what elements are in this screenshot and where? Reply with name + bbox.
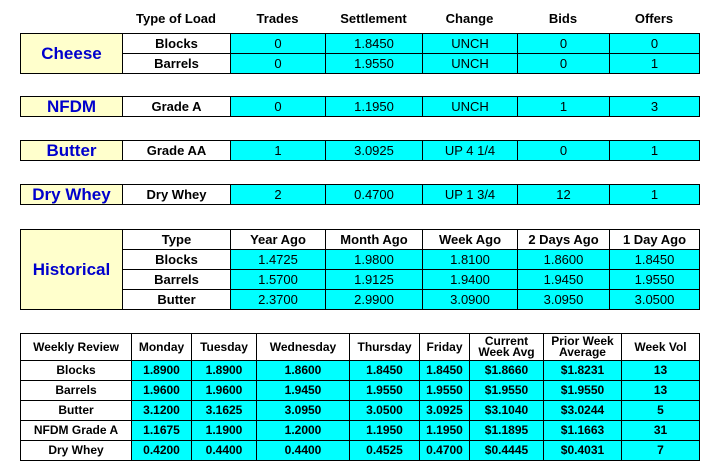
value-cell: $1.9550 — [470, 381, 544, 401]
table-row — [21, 141, 700, 161]
table-row — [21, 334, 700, 361]
value-cell: 13 — [622, 361, 700, 381]
value-cell: 3.0950 — [257, 401, 350, 421]
type-cell: Blocks — [123, 34, 231, 54]
value-cell: $1.1663 — [544, 421, 622, 441]
value-cell: 3.0900 — [423, 290, 518, 310]
value-cell: 1.9450 — [518, 270, 610, 290]
hist-header-2-days-ago: 2 Days Ago — [518, 230, 610, 250]
row-label: Blocks — [21, 361, 132, 381]
type-cell: Grade AA — [123, 141, 231, 161]
offers-cell: 1 — [610, 141, 700, 161]
table-row — [21, 250, 700, 270]
value-cell: 1.4725 — [231, 250, 326, 270]
cheese-table — [20, 33, 700, 74]
value-cell: 3.0925 — [420, 401, 470, 421]
value-cell: 1.5700 — [231, 270, 326, 290]
value-cell: 1.9550 — [420, 381, 470, 401]
value-cell: 1.8450 — [610, 250, 700, 270]
value-cell: 13 — [622, 381, 700, 401]
value-cell: $1.8660 — [470, 361, 544, 381]
value-cell: 1.1950 — [420, 421, 470, 441]
change-cell: UNCH — [423, 54, 518, 74]
bids-cell: 1 — [518, 97, 610, 117]
weekly-header-current-week-avg: Current Week Avg — [470, 334, 544, 361]
value-cell: 1.9600 — [192, 381, 257, 401]
bids-cell: 0 — [518, 34, 610, 54]
type-cell: Blocks — [123, 250, 231, 270]
bids-cell: 12 — [518, 185, 610, 205]
trades-cell: 0 — [231, 34, 326, 54]
weekly-header-label: Weekly Review — [21, 334, 132, 361]
nfdm-table — [20, 96, 700, 117]
value-cell: 31 — [622, 421, 700, 441]
value-cell: 0.4525 — [350, 441, 420, 461]
value-cell: 2.9900 — [326, 290, 423, 310]
weekly-header-week-vol: Week Vol — [622, 334, 700, 361]
table-row — [21, 230, 700, 250]
value-cell: 3.0950 — [518, 290, 610, 310]
settlement-cell: 1.8450 — [326, 34, 423, 54]
row-label: Barrels — [21, 381, 132, 401]
weekly-header-prior-week-average: Prior Week Average — [544, 334, 622, 361]
weekly-header-monday: Monday — [132, 334, 192, 361]
trades-cell: 0 — [231, 97, 326, 117]
weekly-review-table — [20, 333, 700, 461]
table-row — [21, 290, 700, 310]
hist-header-week-ago: Week Ago — [423, 230, 518, 250]
historical-label: Historical — [21, 230, 123, 310]
value-cell: 1.8900 — [132, 361, 192, 381]
header-trades: Trades — [256, 11, 299, 26]
value-cell: 2.3700 — [231, 290, 326, 310]
value-cell: $0.4031 — [544, 441, 622, 461]
row-label: Dry Whey — [21, 441, 132, 461]
type-cell: Barrels — [123, 54, 231, 74]
weekly-header-friday: Friday — [420, 334, 470, 361]
butter-label: Butter — [21, 141, 123, 161]
table-row — [21, 97, 700, 117]
change-cell: UP 4 1/4 — [423, 141, 518, 161]
drywhey-table — [20, 184, 700, 205]
offers-cell: 3 — [610, 97, 700, 117]
cheese-label: Cheese — [21, 34, 123, 74]
value-cell: 1.1950 — [350, 421, 420, 441]
value-cell: 1.8600 — [518, 250, 610, 270]
value-cell: 0.4400 — [257, 441, 350, 461]
header-change: Change — [445, 11, 494, 26]
bids-cell: 0 — [518, 141, 610, 161]
row-label: Butter — [21, 401, 132, 421]
value-cell: 5 — [622, 401, 700, 421]
value-cell: 1.8900 — [192, 361, 257, 381]
value-cell: 1.8600 — [257, 361, 350, 381]
trades-cell: 1 — [231, 141, 326, 161]
bids-cell: 0 — [518, 54, 610, 74]
drywhey-label: Dry Whey — [21, 185, 123, 205]
table-row — [21, 401, 700, 421]
value-cell: $1.8231 — [544, 361, 622, 381]
header-offers: Offers — [634, 11, 674, 26]
offers-cell: 1 — [610, 54, 700, 74]
value-cell: 1.9600 — [132, 381, 192, 401]
butter-table — [20, 140, 700, 161]
table-row — [21, 54, 700, 74]
table-row — [21, 421, 700, 441]
settlement-cell: 0.4700 — [326, 185, 423, 205]
change-cell: UNCH — [423, 34, 518, 54]
historical-table — [20, 229, 700, 310]
table-row — [21, 441, 700, 461]
type-cell: Butter — [123, 290, 231, 310]
value-cell: 1.9550 — [350, 381, 420, 401]
value-cell: 3.1625 — [192, 401, 257, 421]
value-cell: 1.9550 — [610, 270, 700, 290]
table-row — [21, 361, 700, 381]
value-cell: $3.0244 — [544, 401, 622, 421]
hist-header-1-day-ago: 1 Day Ago — [610, 230, 700, 250]
weekly-header-tuesday: Tuesday — [192, 334, 257, 361]
offers-cell: 0 — [610, 34, 700, 54]
type-cell: Grade A — [123, 97, 231, 117]
header-bids: Bids — [548, 11, 578, 26]
hist-header-year-ago: Year Ago — [231, 230, 326, 250]
value-cell: 1.9800 — [326, 250, 423, 270]
settlement-cell: 1.9550 — [326, 54, 423, 74]
change-cell: UP 1 3/4 — [423, 185, 518, 205]
hist-header-type: Type — [123, 230, 231, 250]
value-cell: 0.4200 — [132, 441, 192, 461]
value-cell: 0.4700 — [420, 441, 470, 461]
value-cell: 1.9125 — [326, 270, 423, 290]
value-cell: 0.4400 — [192, 441, 257, 461]
value-cell: $0.4445 — [470, 441, 544, 461]
change-cell: UNCH — [423, 97, 518, 117]
header-settlement: Settlement — [340, 11, 407, 26]
settlement-cell: 1.1950 — [326, 97, 423, 117]
offers-cell: 1 — [610, 185, 700, 205]
value-cell: $1.1895 — [470, 421, 544, 441]
settlement-cell: 3.0925 — [326, 141, 423, 161]
trades-cell: 2 — [231, 185, 326, 205]
hist-header-month-ago: Month Ago — [326, 230, 423, 250]
table-row — [21, 381, 700, 401]
value-cell: 3.0500 — [350, 401, 420, 421]
value-cell: 1.9450 — [257, 381, 350, 401]
value-cell: 1.9400 — [423, 270, 518, 290]
value-cell: 7 — [622, 441, 700, 461]
weekly-header-wednesday: Wednesday — [257, 334, 350, 361]
value-cell: 3.1200 — [132, 401, 192, 421]
trades-cell: 0 — [231, 54, 326, 74]
table-row — [21, 270, 700, 290]
value-cell: 3.0500 — [610, 290, 700, 310]
value-cell: $1.9550 — [544, 381, 622, 401]
value-cell: 1.8100 — [423, 250, 518, 270]
value-cell: 1.1900 — [192, 421, 257, 441]
value-cell: 1.2000 — [257, 421, 350, 441]
table-row — [21, 34, 700, 54]
value-cell: 1.8450 — [350, 361, 420, 381]
weekly-header-thursday: Thursday — [350, 334, 420, 361]
type-cell: Dry Whey — [123, 185, 231, 205]
table-row — [21, 185, 700, 205]
type-cell: Barrels — [123, 270, 231, 290]
nfdm-label: NFDM — [21, 97, 123, 117]
value-cell: 1.8450 — [420, 361, 470, 381]
header-type-of-load: Type of Load — [136, 11, 216, 26]
value-cell: 1.1675 — [132, 421, 192, 441]
value-cell: $3.1040 — [470, 401, 544, 421]
row-label: NFDM Grade A — [21, 421, 132, 441]
